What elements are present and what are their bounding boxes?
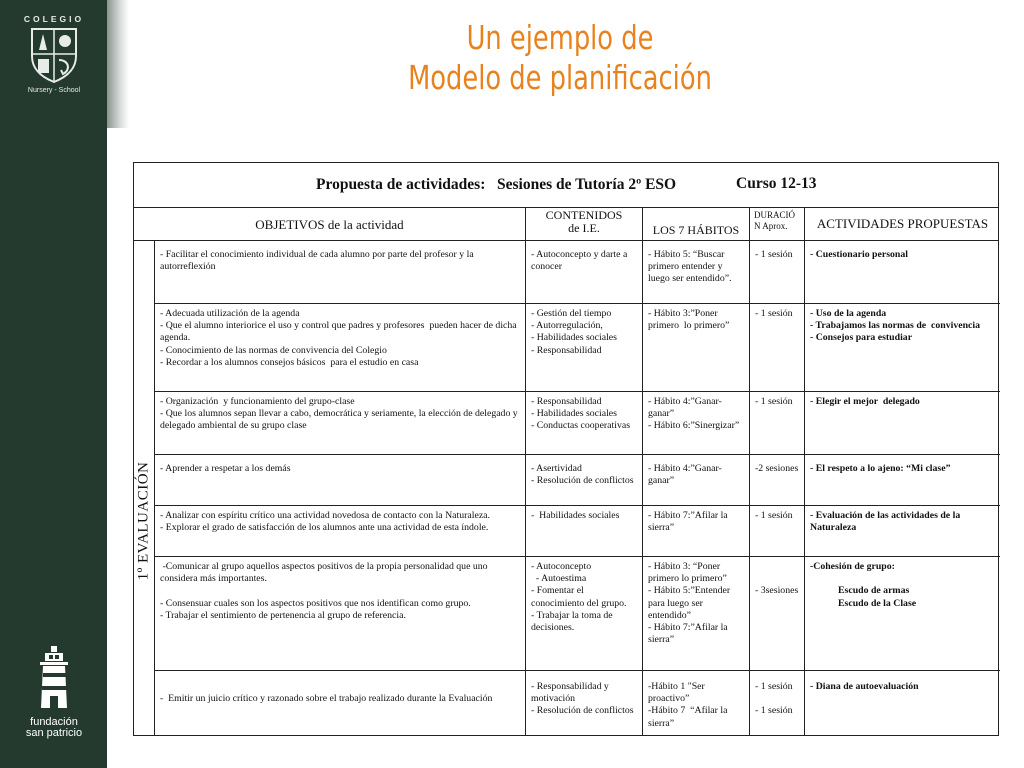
- school-logo: [8, 14, 100, 94]
- evaluation-label: 1º EVALUACIÓN: [135, 461, 152, 581]
- cell-contenidos: [526, 392, 643, 454]
- cell-line: - Recordar a los alumnos consejos básicos para el estudio en casa: [160, 356, 419, 368]
- crest-icon: [29, 26, 79, 84]
- cell-line: - Hábito 5: “Buscar: [648, 249, 725, 260]
- cell-duracion: [750, 671, 805, 735]
- cell-line: -Hábito 7 “Afilar la: [648, 705, 728, 717]
- cell-line: - 1 sesión: [755, 705, 793, 717]
- cell-line: conocer: [531, 261, 563, 273]
- cell-line: - Hábito 5:”Entender: [648, 585, 731, 597]
- cell-line: Escudo de armas: [838, 585, 910, 597]
- table-row: [155, 455, 1000, 506]
- cell-line: - 3sesiones: [755, 585, 799, 597]
- course-label: Curso 12-13: [736, 175, 817, 192]
- header-duracion: [750, 208, 805, 241]
- table-row: [155, 671, 1000, 735]
- cell-actividades: [805, 241, 1000, 303]
- cell-line: delegado ambiental de su grupo clase: [160, 420, 307, 432]
- page-title: [326, 18, 794, 98]
- cell-line: - Resolución de conflictos: [531, 705, 634, 717]
- cell-line: - Responsabilidad: [531, 344, 602, 356]
- header-duracion-line1: DURACIÓ: [754, 210, 796, 220]
- cell-line: luego ser entendido”.: [648, 273, 732, 285]
- cell-duracion: [750, 506, 805, 556]
- cell-line: considera más importantes.: [160, 573, 267, 585]
- cell-duracion: [750, 455, 805, 505]
- cell-line: [755, 573, 800, 585]
- cell-line: [755, 561, 800, 573]
- cell-line: - Conocimiento de las normas de convivencia del Colegio: [160, 344, 387, 356]
- cell-actividades: [805, 557, 1000, 670]
- cell-line: - Analizar con espíritu crítico una actividad novedosa de contacto con la Naturaleza.: [160, 510, 490, 521]
- cell-line: - Facilitar el conocimiento individual de cada alumno por parte del profesor y la: [160, 249, 474, 260]
- cell-contenidos: [526, 671, 643, 735]
- column-header-row: [134, 208, 998, 241]
- cell-line: - 1 sesión: [755, 510, 793, 521]
- table-row: [155, 506, 1000, 557]
- cell-line: agenda.: [160, 332, 191, 344]
- cell-line: sierra”: [648, 634, 675, 646]
- cell-line: -Hábito 1 "Ser: [648, 681, 705, 692]
- cell-line: - Explorar el grado de satisfacción de los alumnos ante una actividad de esta índole.: [160, 522, 489, 534]
- cell-habitos: [643, 557, 750, 670]
- cell-line: - Asertividad: [531, 463, 582, 474]
- cell-line: autorreflexión: [160, 261, 216, 273]
- school-level: Nursery - School: [27, 87, 81, 94]
- planning-table: [133, 162, 999, 736]
- sessions-label: Sesiones de Tutoría 2º ESO: [497, 176, 677, 193]
- cell-line: - Consejos para estudiar: [810, 332, 913, 344]
- cell-line: -2 sesiones: [755, 463, 799, 474]
- cell-objetivos: [155, 671, 526, 735]
- cell-line: - Hábito 7:”Afilar la: [648, 510, 728, 521]
- cell-line: conocimiento del grupo.: [531, 597, 627, 609]
- cell-habitos: [643, 392, 750, 454]
- cell-line: - Autorregulación,: [531, 320, 603, 332]
- cell-line: - Evaluación de las actividades de la: [810, 510, 961, 521]
- school-name: COLEGIO: [23, 14, 85, 24]
- cell-line: - 1 sesión: [755, 249, 793, 260]
- cell-line: - Que los alumnos sepan llevar a cabo, democrática y seriamente, la elección de delegado y: [160, 408, 518, 420]
- title-line-1: Un ejemplo de: [466, 18, 654, 57]
- cell-habitos: [643, 455, 750, 505]
- table-row: [155, 557, 1000, 671]
- cell-objetivos: [155, 506, 526, 556]
- cell-actividades: [805, 304, 1000, 391]
- cell-line: Escudo de la Clase: [838, 597, 917, 609]
- cell-line: - 1 sesión: [755, 308, 793, 319]
- cell-duracion: [750, 304, 805, 391]
- table-heading-row: [134, 163, 998, 208]
- cell-line: - Trabajamos las normas de convivencia: [810, 320, 980, 332]
- cell-line: - Hábito 4:”Ganar-: [648, 396, 722, 407]
- cell-line: primero lo primero”: [648, 573, 727, 585]
- cell-line: - El respeto a lo ajeno: “Mi clase”: [810, 463, 951, 474]
- cell-line: - Emitir un juicio crítico y razonado sobre el trabajo realizado durante la Evaluación: [160, 693, 493, 705]
- cell-contenidos: [526, 455, 643, 505]
- cell-line: motivación: [531, 693, 576, 705]
- header-objetivos: OBJETIVOS de la actividad: [134, 208, 526, 241]
- cell-line: [810, 573, 996, 585]
- foundation-name-2: san patricio: [25, 727, 83, 739]
- cell-line: - Gestión del tiempo: [531, 308, 612, 319]
- cell-line: para luego ser: [648, 597, 703, 609]
- cell-actividades: [805, 671, 1000, 735]
- cell-actividades: [805, 506, 1000, 556]
- cell-line: [160, 681, 521, 693]
- cell-line: - Trabajar el sentimiento de pertenencia al grupo de referencia.: [160, 609, 406, 621]
- cell-line: - Uso de la agenda: [810, 308, 887, 319]
- cell-objetivos: [155, 304, 526, 391]
- cell-line: - Autoconcepto y darte a: [531, 249, 628, 260]
- cell-habitos: [643, 671, 750, 735]
- cell-line: Naturaleza: [810, 522, 857, 534]
- cell-line: - Diana de autoevaluación: [810, 681, 919, 692]
- cell-duracion: [750, 392, 805, 454]
- cell-line: -Comunicar al grupo aquellos aspectos positivos de la propia personalidad que uno: [160, 561, 488, 572]
- header-contenidos: [526, 208, 643, 241]
- cell-line: - Habilidades sociales: [531, 510, 620, 521]
- cell-objetivos: [155, 241, 526, 303]
- cell-line: - Adecuada utilización de la agenda: [160, 308, 300, 319]
- cell-contenidos: [526, 506, 643, 556]
- cell-line: - Organización y funcionamiento del grupo-clase: [160, 396, 355, 407]
- table-row: [155, 304, 1000, 392]
- cell-line: - Consensuar cuales son los aspectos positivos que nos identifican como grupo.: [160, 597, 471, 609]
- cell-line: -Cohesión de grupo:: [810, 561, 895, 572]
- foundation-name-1: fundación: [30, 716, 78, 728]
- sidebar-shadow: [107, 0, 129, 128]
- cell-line: decisiones.: [531, 622, 575, 634]
- cell-habitos: [643, 241, 750, 303]
- cell-line: - Autoconcepto: [531, 561, 592, 572]
- cell-line: primero lo primero”: [648, 320, 730, 332]
- cell-line: ganar”: [648, 475, 675, 487]
- cell-duracion: [750, 557, 805, 670]
- cell-line: - Resolución de conflictos: [531, 475, 634, 487]
- table-row: [155, 241, 1000, 304]
- evaluation-column: [134, 241, 155, 735]
- cell-objetivos: [155, 557, 526, 670]
- cell-line: - Hábito 4:”Ganar-: [648, 463, 722, 474]
- lighthouse-icon: [34, 646, 74, 712]
- cell-line: - Aprender a respetar a los demás: [160, 463, 291, 474]
- cell-line: ganar”: [648, 408, 675, 420]
- header-contenidos-line2: de I.E.: [568, 221, 600, 235]
- cell-line: entendido”: [648, 609, 691, 621]
- cell-line: - 1 sesión: [755, 396, 793, 407]
- cell-line: - 1 sesión: [755, 681, 793, 692]
- cell-actividades: [805, 455, 1000, 505]
- cell-objetivos: [155, 455, 526, 505]
- cell-habitos: [643, 506, 750, 556]
- cell-line: - Que el alumno interiorice el uso y control que padres y profesores pueden hacer de dicha: [160, 320, 517, 332]
- cell-objetivos: [155, 392, 526, 454]
- header-habitos: LOS 7 HÁBITOS: [643, 208, 750, 241]
- header-contenidos-line1: CONTENIDOS: [545, 208, 623, 222]
- cell-line: [160, 585, 521, 597]
- cell-line: - Trabajar la toma de: [531, 609, 613, 621]
- cell-line: - Habilidades sociales: [531, 408, 617, 420]
- cell-line: - Hábito 7:”Afilar la: [648, 622, 728, 634]
- header-actividades: ACTIVIDADES PROPUESTAS: [816, 216, 989, 231]
- cell-line: - Hábito 6:”Sinergizar”: [648, 420, 740, 432]
- cell-line: - Responsabilidad: [531, 396, 602, 407]
- cell-line: - Responsabilidad y: [531, 681, 609, 692]
- cell-line: - Hábito 3:”Poner: [648, 308, 718, 319]
- cell-line: - Elegir el mejor delegado: [810, 396, 920, 407]
- cell-line: - Hábito 3: “Poner: [648, 561, 721, 572]
- cell-line: - Habilidades sociales: [531, 332, 617, 344]
- cell-line: sierra”: [648, 522, 675, 534]
- cell-line: - Cuestionario personal: [810, 249, 908, 260]
- cell-contenidos: [526, 304, 643, 391]
- cell-actividades: [805, 392, 1000, 454]
- cell-line: - Conductas cooperativas: [531, 420, 631, 432]
- cell-line: proactivo”: [648, 693, 690, 705]
- foundation-logo: [14, 646, 94, 739]
- cell-line: - Fomentar el: [531, 585, 584, 597]
- sidebar: [0, 0, 107, 768]
- cell-contenidos: [526, 241, 643, 303]
- proposal-label: Propuesta de actividades:: [316, 176, 486, 193]
- title-line-2: Modelo de planificación: [408, 58, 712, 97]
- cell-line: sierra”: [648, 717, 675, 729]
- cell-duracion: [750, 241, 805, 303]
- cell-habitos: [643, 304, 750, 391]
- cell-line: primero entender y: [648, 261, 723, 273]
- table-row: [155, 392, 1000, 455]
- cell-contenidos: [526, 557, 643, 670]
- cell-line: - Autoestima: [531, 573, 587, 585]
- cell-line: [755, 693, 800, 705]
- header-duracion-line2: N Aprox.: [754, 221, 788, 231]
